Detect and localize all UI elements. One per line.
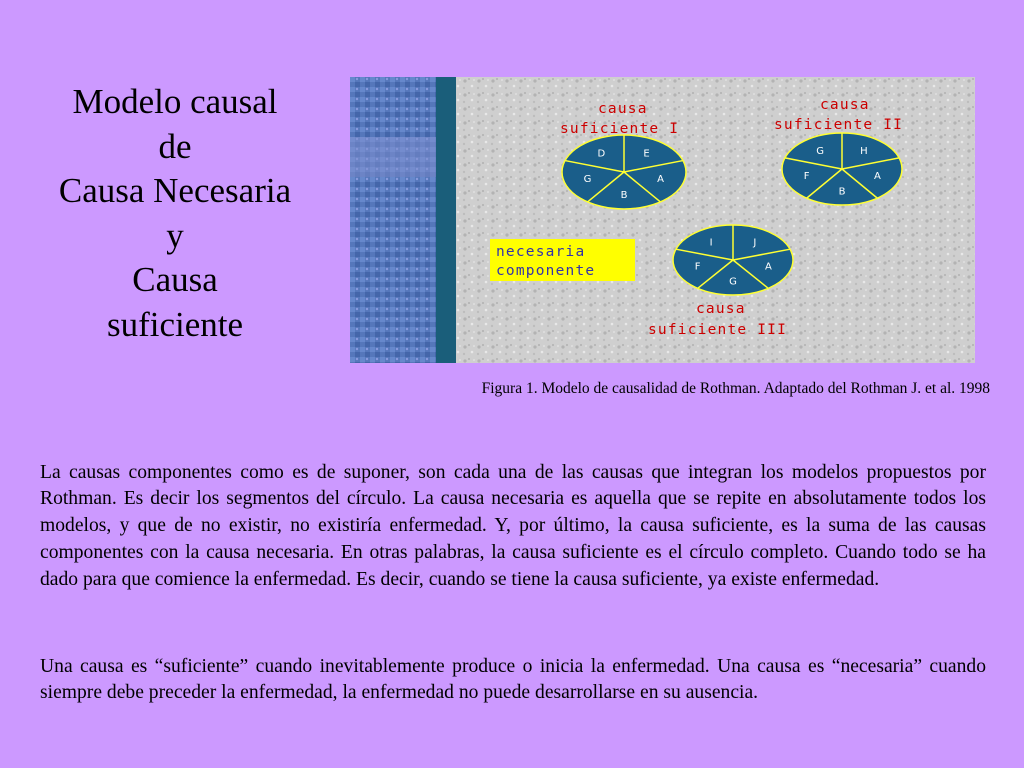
pie-segment-label: A [764,261,772,273]
pie3-label-line1: causa [696,301,746,317]
pie-segment-label: G [729,276,737,288]
pie-segment-label: B [620,189,628,201]
slide-title [30,80,320,347]
dark-teal-band [436,77,456,363]
pie-segment-label: A [657,174,664,186]
title-line: de [158,126,192,166]
figure-caption: Figura 1. Modelo de causalidad de Rothman. Adaptado del Rothman J. et al. 1998 [481,380,990,397]
pie3-label-line2: suficiente III [648,322,788,338]
rothman-diagram [350,77,975,363]
title-line: Causa Necesaria [58,171,292,210]
pie-segment-label: F [694,261,701,273]
strip-highlight [350,137,436,177]
title-line: suficiente [106,304,244,344]
title-line: Modelo causal [72,82,278,121]
pie-segment-label: A [873,170,881,182]
title-line: y [166,215,184,255]
legend-line1: necesaria [496,244,586,260]
title-line: Causa [132,260,218,299]
pie-segment-label: J [753,237,757,249]
pie-segment-label: F [803,170,810,182]
paragraph-2: Una causa es “suficiente” cuando inevitablemente produce o inicia la enfermedad. Una causa es “necesaria” cuando siempre debe preceder la enfermedad, la enfermedad no puede desarrollarse en su ausencia. [40,655,986,704]
pie1-label-line1: causa [598,101,648,117]
legend-line2: componente [496,263,596,279]
pie-segment-label: G [583,174,592,186]
pie-segment-label: G [816,145,825,157]
pie-segment-label: E [643,148,650,160]
pie-segment-label: D [597,148,606,160]
pie-segment-label: B [838,186,846,198]
blue-texture-strip [350,77,436,363]
rothman-figure [350,77,975,363]
pie2-label-line1: causa [820,97,870,113]
paragraph-1: La causas componentes como es de suponer, son cada una de las causas que integran los modelos propuestos por Rothman. Es decir los segmentos del círculo. La causa necesaria es aquella que se repite en absolutamente todos los modelos, y que de no existir, no existiría enfermedad. Y, por último, la causa suficiente, es la suma de las causas componentes con la causa necesaria. En otras palabras, la causa suficiente es el círculo completo. Cuando todo se ha dado para que comience la enfermedad. Es decir, cuando se tiene la causa suficiente, ya existe enfermedad. [40,461,986,590]
pie1-label-line2: suficiente I [560,121,680,137]
pie-segment-label: I [709,237,713,249]
pie2-label-line2: suficiente II [774,117,904,133]
pie-segment-label: H [860,145,868,157]
